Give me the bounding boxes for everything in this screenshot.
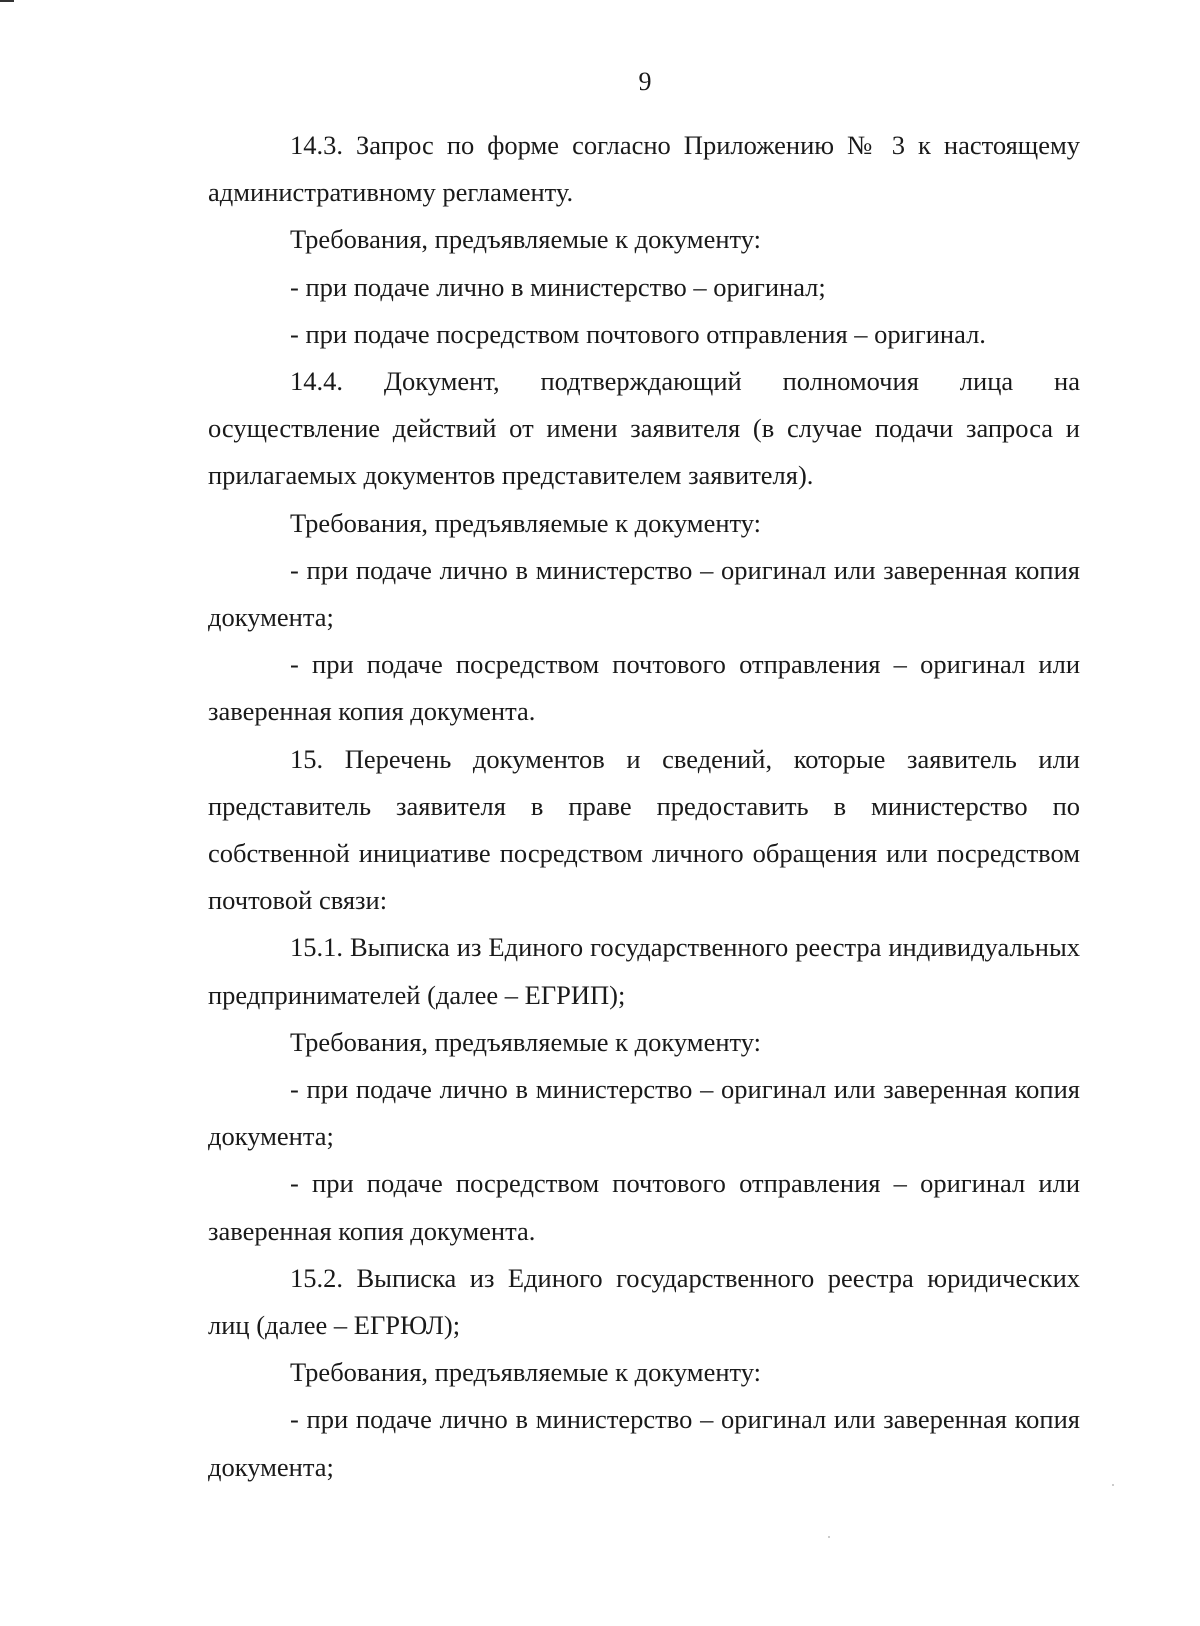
- paragraph-requirements-1: Требования, предъявляемые к документу:: [290, 224, 762, 255]
- paragraph-14-3: 14.3. Запрос по форме согласно Приложению № 3 к настоящему административному регламенту.: [208, 130, 1080, 208]
- paragraph-15: 15. Перечень документов и сведений, которые заявитель или представитель заявителя в праве предоставить в министерство по собственной инициативе посредством личного обращения или посредством почтовой связи:: [208, 743, 1080, 916]
- paragraph-in-person-3: - при подаче лично в министерство – оригинал или заверенная копия документа;: [208, 1074, 1080, 1152]
- paragraph-in-person-1: - при подаче лично в министерство – оригинал;: [290, 271, 826, 302]
- scan-speck: [828, 1536, 830, 1538]
- paragraph-requirements-2: Требования, предъявляемые к документу:: [290, 507, 762, 538]
- scan-corner-mark: [0, 0, 14, 2]
- paragraph-15-1: 15.1. Выписка из Единого государственного реестра индивидуальных предпринимателей (далее – ЕГРИП);: [208, 932, 1080, 1010]
- document-body: [208, 122, 1080, 1491]
- paragraph-14-4: 14.4. Документ, подтверждающий полномочия лица на осуществление действий от имени заявителя (в случае подачи запроса и прилагаемых документов представителем заявителя).: [208, 366, 1080, 491]
- paragraph-by-mail-2: - при подаче посредством почтового отправления – оригинал или заверенная копия документа.: [208, 649, 1080, 727]
- paragraph-by-mail-3: - при подаче посредством почтового отправления – оригинал или заверенная копия документа.: [208, 1168, 1080, 1246]
- paragraph-in-person-4: - при подаче лично в министерство – оригинал или заверенная копия документа;: [208, 1404, 1080, 1482]
- page-number: 9: [638, 67, 652, 96]
- paragraph-15-2: 15.2. Выписка из Единого государственного реестра юридических лиц (далее – ЕГРЮЛ);: [208, 1262, 1080, 1341]
- scan-speck: [1112, 1484, 1114, 1486]
- paragraph-in-person-2: - при подаче лично в министерство – оригинал или заверенная копия документа;: [208, 554, 1080, 633]
- paragraph-by-mail-1: - при подаче посредством почтового отправления – оригинал.: [290, 318, 986, 349]
- paragraph-requirements-4: Требования, предъявляемые к документу:: [290, 1357, 762, 1388]
- paragraph-requirements-3: Требования, предъявляемые к документу:: [290, 1026, 762, 1057]
